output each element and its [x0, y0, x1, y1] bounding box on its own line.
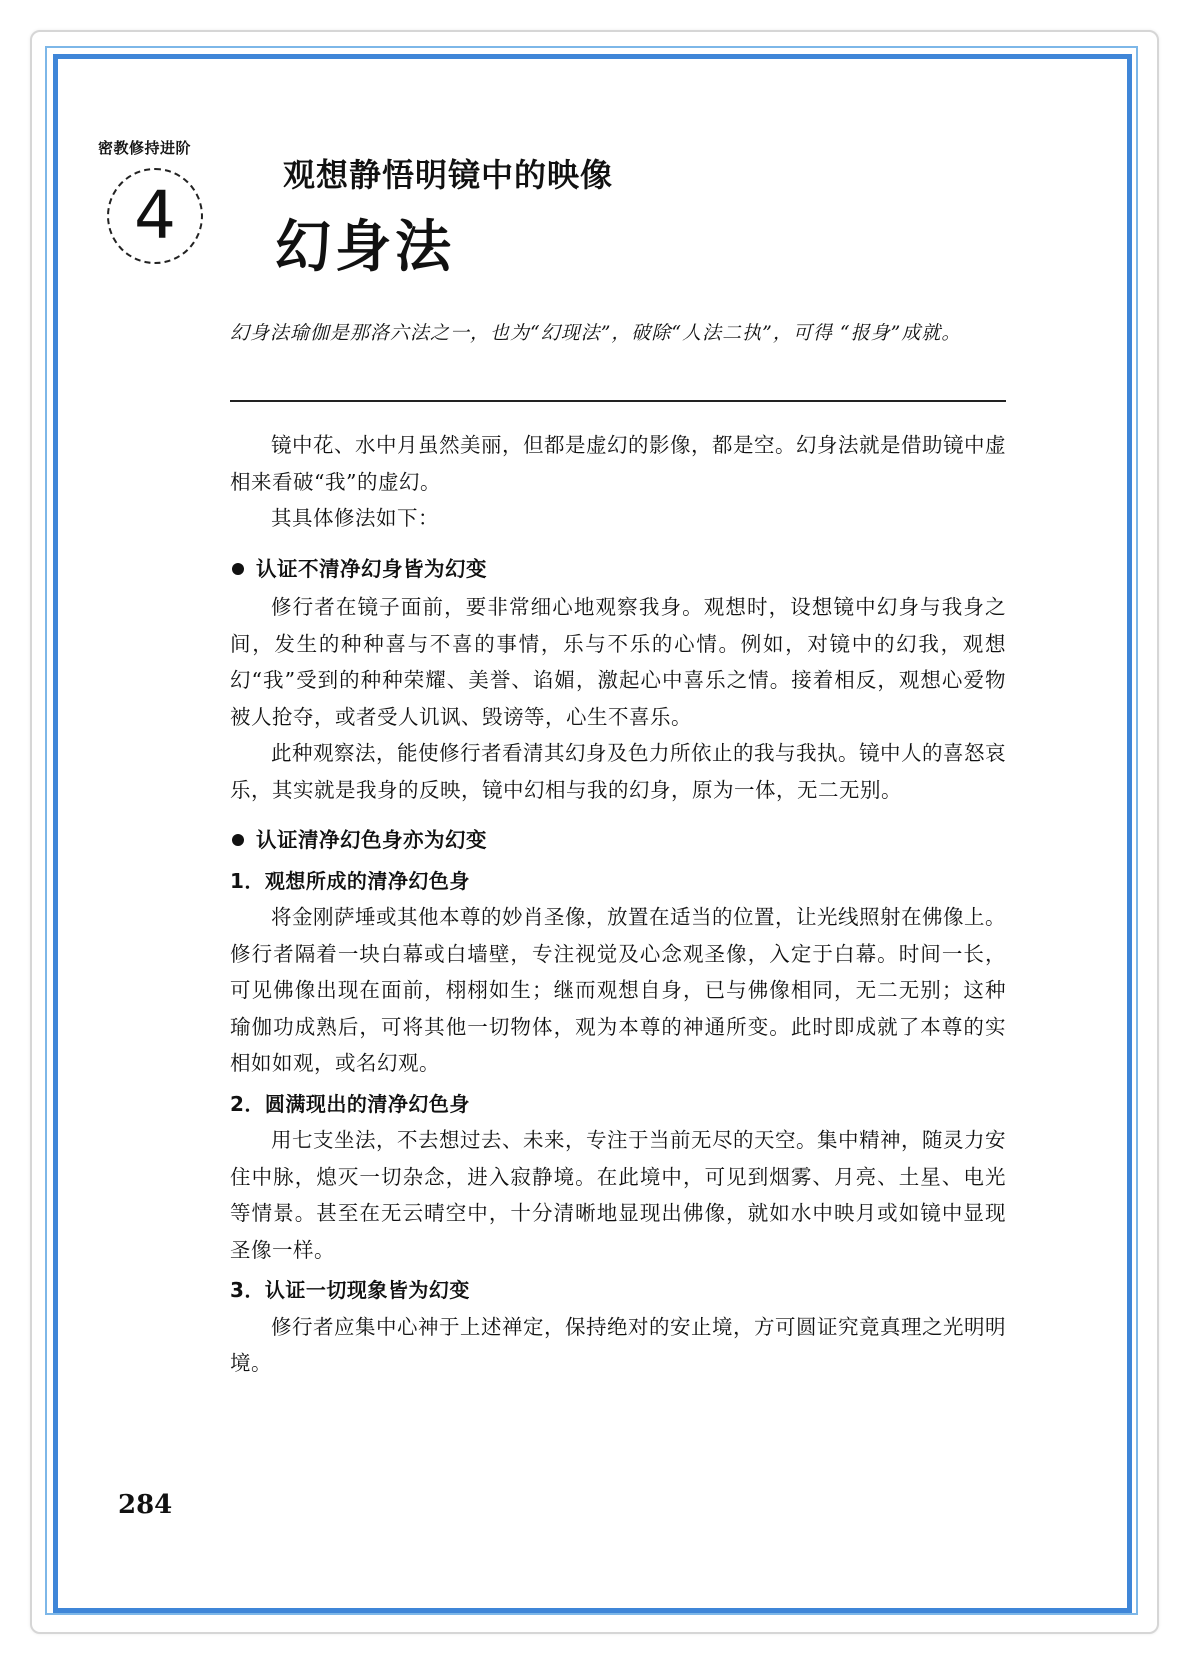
bullet-icon	[232, 563, 244, 575]
paragraph: 用七支坐法，不去想过去、未来，专注于当前无尽的天空。集中精神，随灵力安住中脉，熄灭一切杂念，进入寂静境。在此境中，可见到烟雾、月亮、土星、电光等情景。甚至在无云晴空中，十分清晰地显现出佛像，就如水中映月或如镜中显现圣像一样。	[230, 1128, 1006, 1262]
paragraph: 修行者应集中心神于上述禅定，保持绝对的安止境，方可圆证究竟真理之光明明境。	[230, 1314, 1006, 1375]
chapter-number-badge	[107, 168, 203, 264]
bullet-icon	[232, 834, 244, 846]
section-heading	[230, 822, 1006, 859]
section-heading-text: 认证清净幻色身亦为幻变	[256, 828, 487, 852]
divider-rule	[230, 400, 1006, 402]
section-heading	[230, 551, 1006, 588]
subsection-heading: 2．圆满现出的清净幻色身	[230, 1091, 470, 1116]
subsection-heading: 1．观想所成的清净幻色身	[230, 868, 470, 893]
paragraph: 其具体修法如下：	[271, 506, 439, 530]
paragraph: 此种观察法，能使修行者看清其幻身及色力所依止的我与我执。镜中人的喜怒哀乐，其实就是我身的反映，镜中幻相与我的幻身，原为一体，无二无别。	[230, 741, 1006, 802]
page-number: 284	[118, 1490, 173, 1520]
paragraph: 将金刚萨埵或其他本尊的妙肖圣像，放置在适当的位置，让光线照射在佛像上。修行者隔着一块白幕或白墙壁，专注视觉及心念观圣像，入定于白幕。时间一长，可见佛像出现在面前，栩栩如生；继而观想自身，已与佛像相同，无二无别；这种瑜伽功成熟后，可将其他一切物体，观为本尊的神通所变。此时即成就了本尊的实相如如观，或名幻观。	[230, 905, 1006, 1075]
section-heading-text: 认证不清净幻身皆为幻变	[256, 556, 487, 581]
subsection-heading: 3．认证一切现象皆为幻变	[230, 1278, 470, 1302]
chapter-subtitle: 观想静悟明镜中的映像	[283, 156, 614, 194]
intro-abstract: 幻身法瑜伽是那洛六法之一，也为“幻现法”，破除“人法二执”，可得 “报身”成就。	[230, 322, 962, 344]
paragraph: 修行者在镜子面前，要非常细心地观察我身。观想时，设想镜中幻身与我身之间，发生的种种喜与不喜的事情，乐与不乐的心情。例如，对镜中的幻我，观想幻“我”受到的种种荣耀、美誉、谄媚，激起心中喜乐之情。接着相反，观想心爱物被人抢夺，或者受人讥讽、毁谤等，心生不喜乐。	[230, 595, 1006, 729]
paragraph: 镜中花、水中月虽然美丽，但都是虚幻的影像，都是空。幻身法就是借助镜中虚相来看破“我”的虚幻。	[230, 433, 1006, 494]
chapter-number: 4	[134, 177, 176, 254]
chapter-title: 幻身法	[275, 215, 455, 280]
body-text	[230, 427, 1006, 1382]
series-label: 密教修持进阶	[98, 139, 192, 157]
